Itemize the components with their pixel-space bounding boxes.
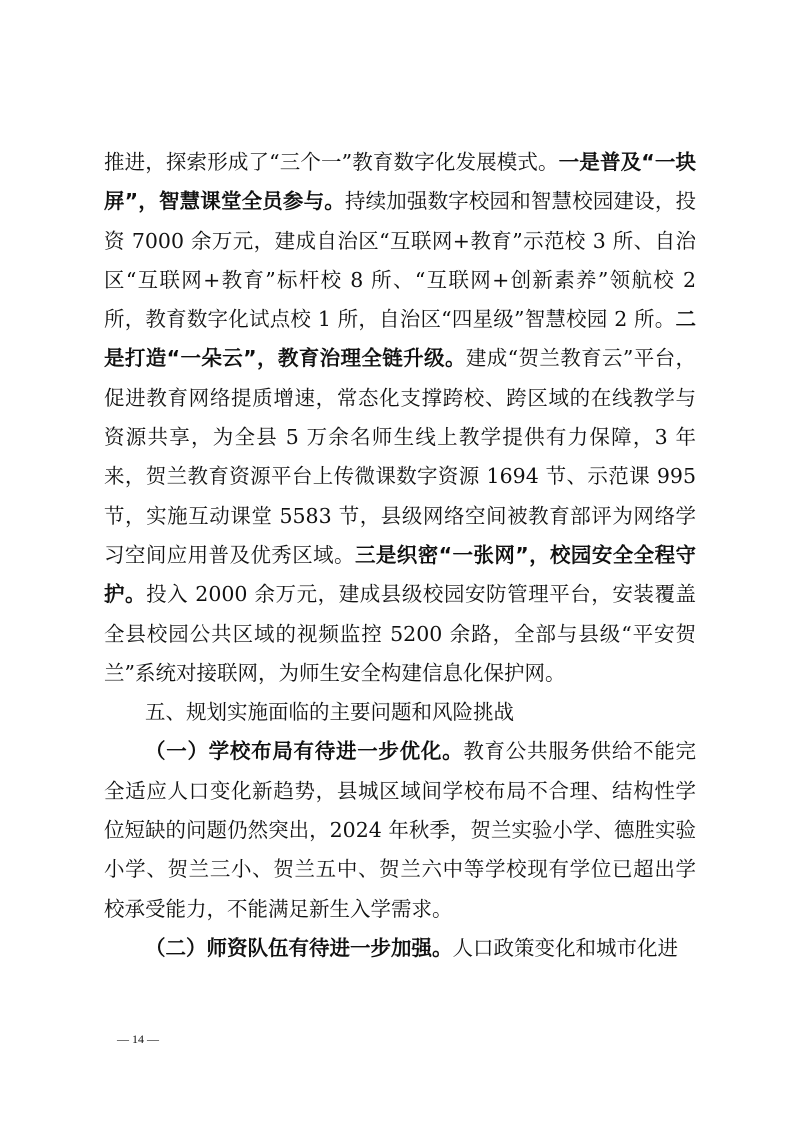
text-segment: 人口政策变化和城市化进 bbox=[452, 935, 678, 960]
bold-point-three: 三是织密“一张网”，校园安全全程守护。 bbox=[104, 542, 696, 607]
page-content bbox=[104, 143, 696, 968]
paragraph-digital-education bbox=[104, 143, 696, 693]
text-segment: 教育公共服务供给不能完全适应人口变化新趋势，县城区域间学校布局不合理、结构性学位短缺的问题仍然突出，2024 年秋季，贺兰实验小学、德胜实验小学、贺兰三小、贺兰五中、贺兰六中等学校现有学位已超出学校承受能力，不能满足新生入学需求。 bbox=[104, 739, 697, 921]
bold-point-two: 二是打造“一朵云”，教育治理全链升级。 bbox=[104, 307, 696, 371]
paragraph-school-layout bbox=[104, 732, 696, 928]
text-segment: 投入 2000 余万元，建成县级校园安防管理平台，安装覆盖全县校园公共区域的视频监控 5200 余路，全部与县级“平安贺兰”系统对接联网，为师生安全构建信息化保护网。 bbox=[104, 582, 697, 685]
paragraph-teacher-team bbox=[104, 929, 696, 968]
text-segment: 推进，探索形成了“三个一”教育数字化发展模式。 bbox=[104, 150, 559, 174]
text-segment: 建成“贺兰教育云”平台，促进教育网络提质增速，常态化支撑跨校、跨区域的在线教学与资源共享，为全县 5 万余名师生线上教学提供有力保障，3 年来，贺兰教育资源平台上传微课数字资源 1694 节、示范课 995 节，实施互动课堂 5583 节，县级网络空间被教育部评为网络学习空间应用普及优秀区域。 bbox=[104, 346, 696, 567]
subsection-label-2: （二）师资队伍有待进一步加强。 bbox=[145, 935, 453, 960]
page-number: — 14 — bbox=[117, 1032, 159, 1046]
bold-point-one: 一是普及“一块屏”，智慧课堂全员参与。 bbox=[104, 150, 696, 214]
section-heading-5: 五、规划实施面临的主要问题和风险挑战 bbox=[145, 700, 514, 725]
text-segment: 持续加强数字校园和智慧校园建设，投资 7000 余万元，建成自治区“互联网+教育”示范校 3 所、自治区“互联网+教育”标杆校 8 所、“互联网+创新素养”领航校 2 所，教育数字化试点校 1 所，自治区“四星级”智慧校园 2 所。 bbox=[104, 189, 697, 332]
subsection-label-1: （一）学校布局有待进一步优化。 bbox=[145, 739, 464, 764]
